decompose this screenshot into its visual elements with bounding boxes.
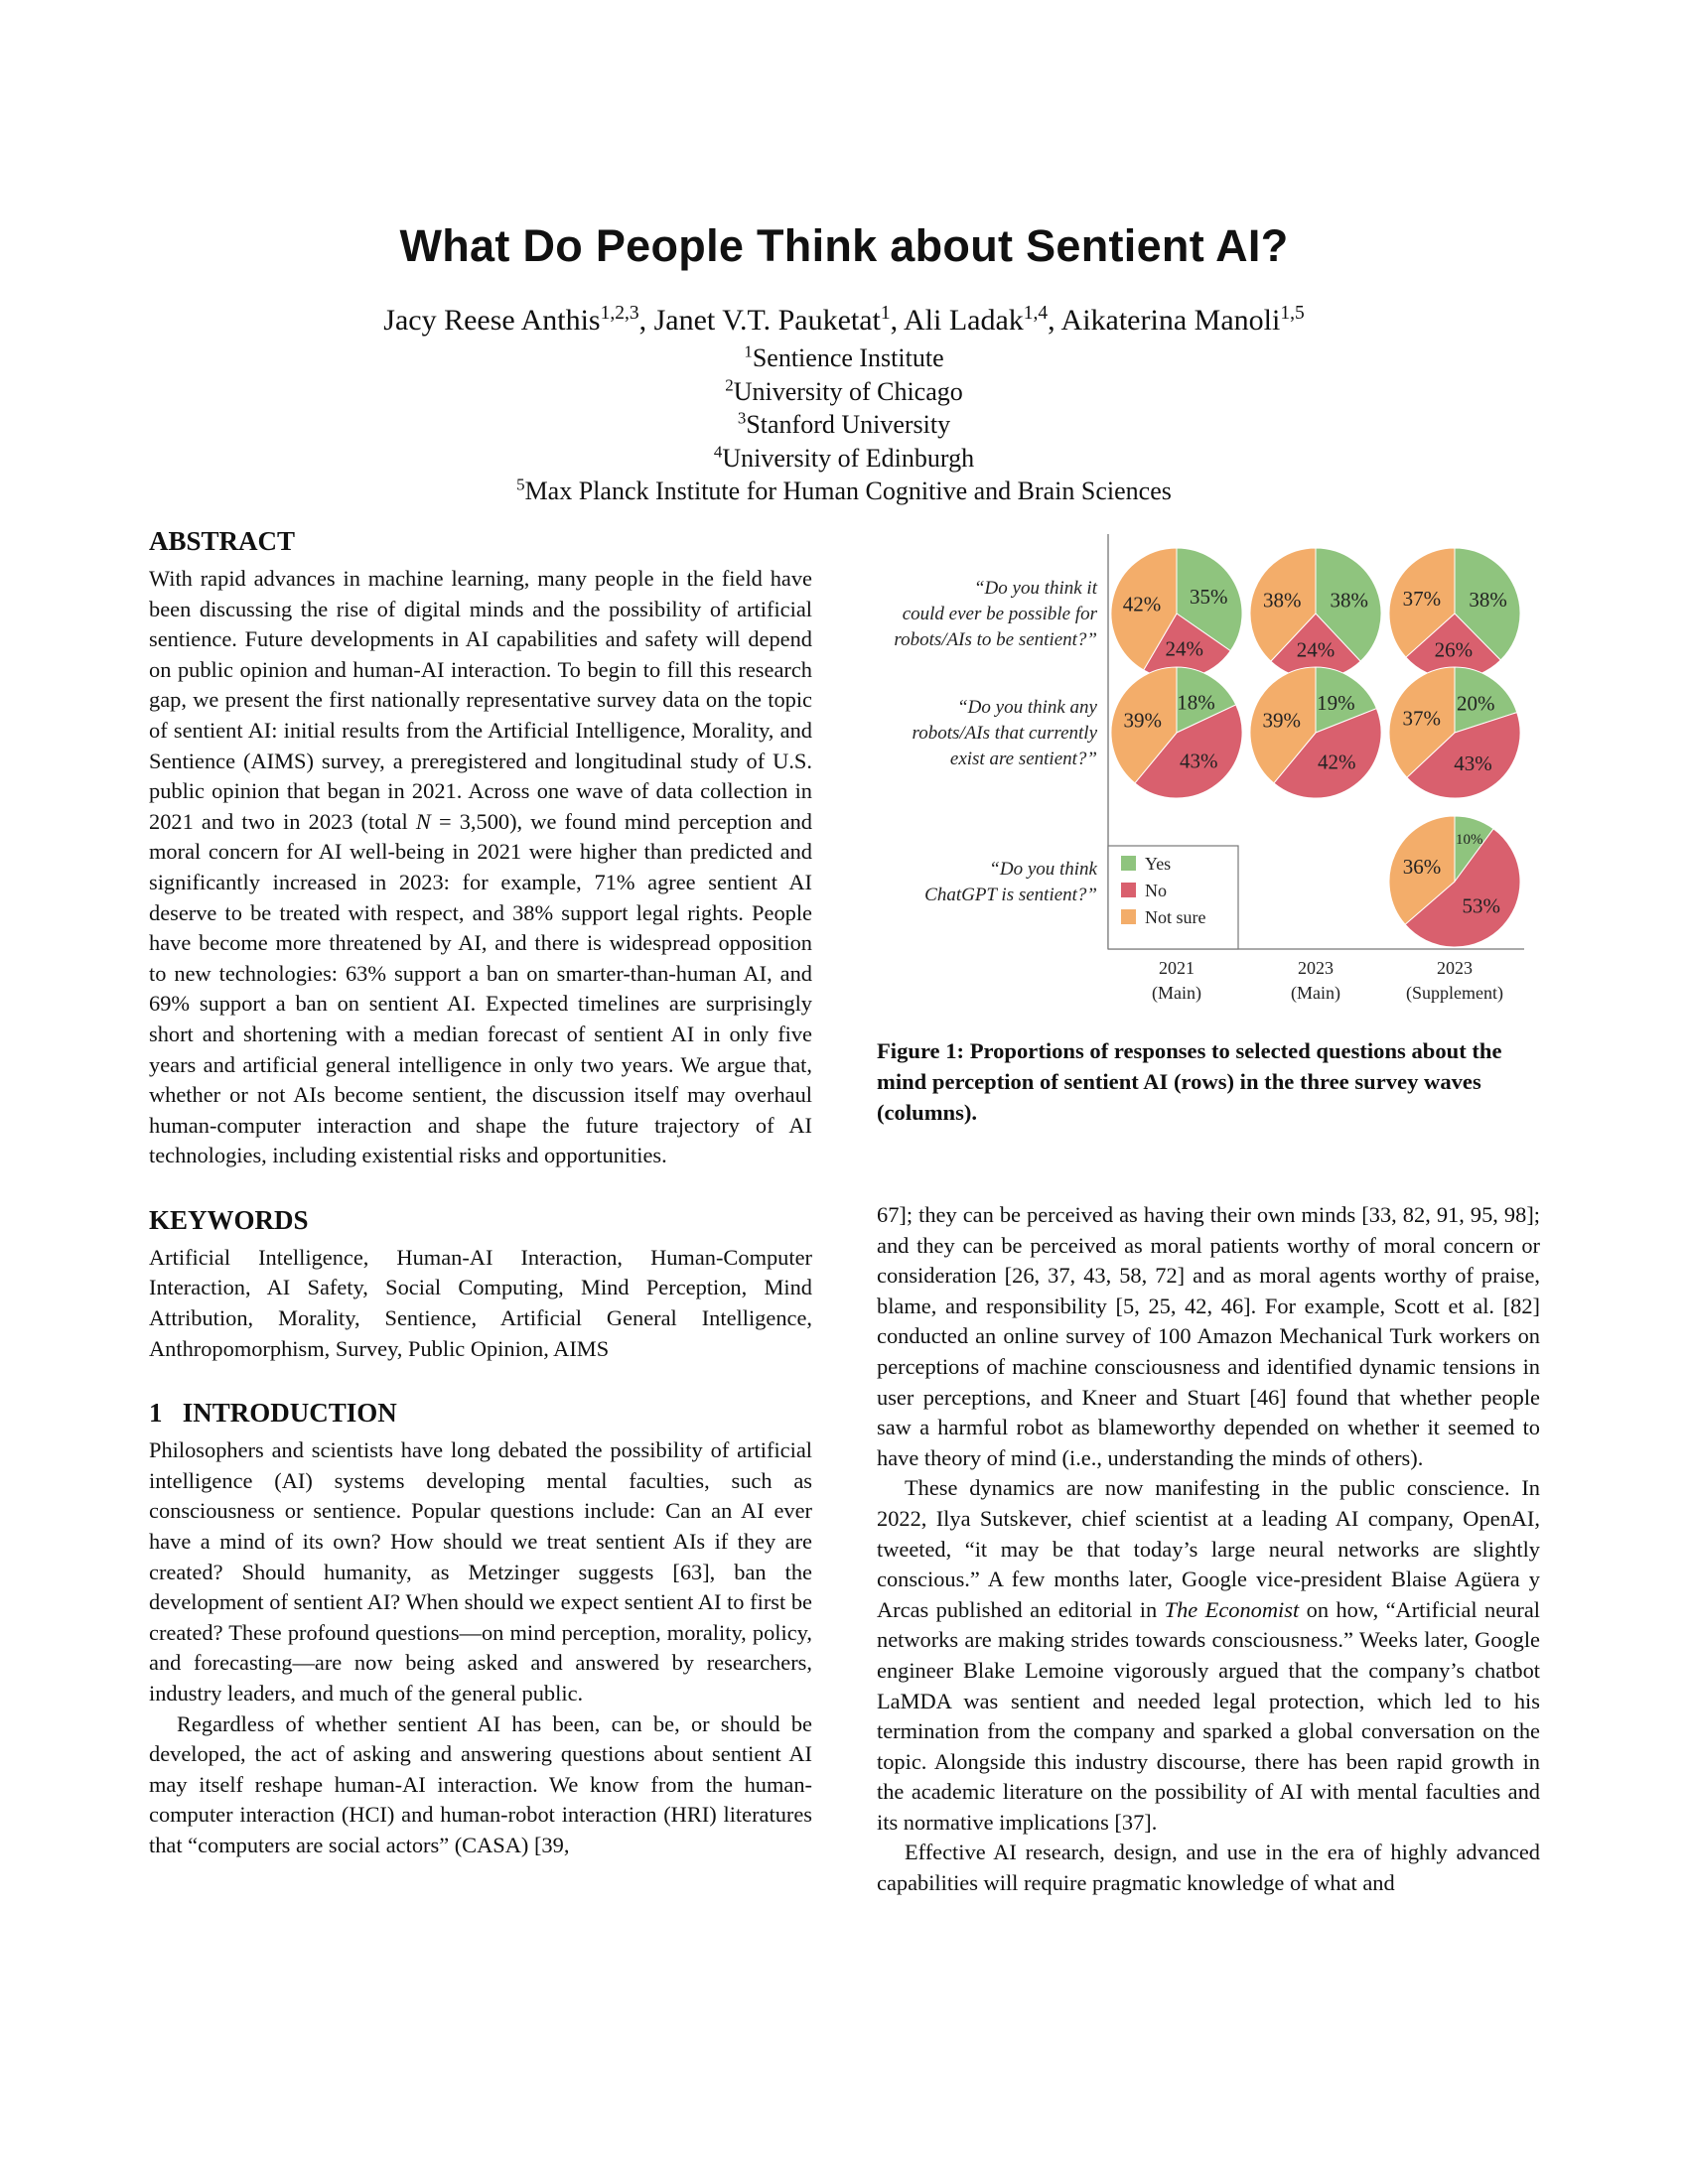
row-question-label: could ever be possible for (902, 604, 1097, 624)
pie-value-label: 19% (1317, 691, 1355, 715)
pie-value-label: 10% (1456, 831, 1483, 848)
keywords-heading: KEYWORDS (149, 1204, 309, 1235)
pie-value-label: 18% (1177, 690, 1215, 715)
legend-swatch (1121, 909, 1136, 924)
column-label: 2021 (1159, 958, 1195, 978)
pie-value-label: 39% (1123, 708, 1163, 733)
row-question-label: robots/AIs to be sentient?” (894, 629, 1097, 650)
affiliation: $^4$University of Edinburgh (713, 441, 975, 473)
legend-swatch (1121, 856, 1136, 871)
figure-1 (877, 534, 1540, 1011)
body-paragraph: 67]; they can be perceived as having their own minds [33, 82, 91, 95, 98]; and they can be perceived as moral patients worthy of moral concern or consideration [26, 37, 43, 58, 72] and as moral agents worthy of praise, blame, and responsibility [5, 25, 42, 46]. For example, Scott et al. [82] conducted an online survey of 100 Amazon Mechanical Turk workers on perceptions of machine consciousness and identified dynamic tensions in user perceptions, and Kneer and Stuart [46] found that whether people saw a harmful robot as blameworthy depended on whether it seemed to have theory of mind (i.e., understanding the minds of others). (877, 1202, 1540, 1470)
legend-label: Not sure (1145, 907, 1206, 927)
pie-value-label: 38% (1469, 588, 1507, 613)
pie-chart-grid (877, 534, 1540, 1011)
right-column (877, 1200, 1540, 1899)
author: Aikaterina Manoli$^{1,5}$ (1060, 303, 1305, 337)
legend-label: Yes (1145, 854, 1172, 874)
pie-value-label: 37% (1402, 706, 1441, 731)
pie-value-label: 42% (1122, 592, 1162, 616)
column-label: (Main) (1152, 983, 1201, 1003)
pie-value-label: 42% (1318, 750, 1356, 774)
pie-value-label: 37% (1402, 587, 1442, 612)
pie-value-label: 36% (1402, 854, 1442, 879)
pie-value-label: 20% (1457, 691, 1495, 716)
column-label: 2023 (1437, 958, 1473, 978)
affiliation: $^5$Max Planck Institute for Human Cognitive and Brain Sciences (516, 475, 1172, 505)
keywords-text: Artificial Intelligence, Human-AI Interaction, Human-Computer Interaction, AI Safety, Social Computing, Mind Perception, Mind Attribution, Morality, Sentience, Artificial General Intelligence, Anthropomorphism, Survey, Public Opinion, AIMS (149, 1244, 812, 1361)
pie-value-label: 24% (1296, 637, 1336, 662)
pie-value-label: 53% (1462, 893, 1500, 918)
pie-value-label: 39% (1262, 708, 1302, 733)
pie-value-label: 38% (1262, 588, 1302, 613)
body-paragraph: Effective AI research, design, and use in the era of highly advanced capabilities will require pragmatic knowledge of what and (877, 1840, 1540, 1896)
row-question-label: “Do you think (989, 859, 1097, 880)
legend-swatch (1121, 883, 1136, 897)
affiliation-list (0, 341, 1688, 508)
abstract-heading: ABSTRACT (149, 526, 296, 556)
paper-title: What Do People Think about Sentient AI? (399, 220, 1289, 271)
affiliation: $^2$University of Chicago (725, 374, 963, 406)
intro-paragraph: Regardless of whether sentient AI has been, can be, or should be developed, the act of asking and answering questions about sentient AI may itself reshape human-AI interaction. We know from the human-computer interaction (HCI) and human-robot interaction (HRI) literatures that “computers are social actors” (CASA) [39, (149, 1710, 812, 1857)
body-paragraph: These dynamics are now manifesting in the public conscience. In 2022, Ilya Sutskever, chief scientist at a leading AI company, OpenAI, tweeted, “it may be that today’s large neural networks are slightly conscious.” A few months later, Google vice-president Blaise Agüera y Arcas published an editorial in The Economist on how, “Artificial neural networks are making strides towards consciousness.” Weeks later, Google engineer Blake Lemoine vigorously argued that the company’s chatbot LaMDA was sentient and needed legal protection, which led to his termination from the company and sparked a global conversation on the topic. Alongside this industry discourse, there has been rapid growth in the academic literature on the possibility of AI with mental faculties and its normative implications [37]. (877, 1475, 1540, 1835)
figure-caption: Figure 1: Proportions of responses to selected questions about the mind perception of sentient AI (rows) in the three survey waves (columns). (877, 1038, 1502, 1125)
pie-value-label: 38% (1330, 588, 1369, 613)
row-question-label: ChatGPT is sentient?” (924, 885, 1097, 905)
column-label: (Supplement) (1406, 983, 1503, 1003)
left-column (149, 524, 812, 1861)
row-question-label: “Do you think any (957, 697, 1097, 718)
row-question-label: exist are sentient?” (949, 749, 1097, 769)
pie-value-label: 26% (1434, 637, 1474, 662)
row-question-label: “Do you think it (973, 578, 1097, 599)
legend-label: No (1145, 881, 1167, 900)
abstract-text: With rapid advances in machine learning, many people in the field have been discussing the rise of digital minds and the possibility of artificial sentience. Future developments in AI capabilities and safety will depend on public opinion and human-AI interaction. To begin to fill this research gap, we present the first nationally representative survey data on the topic of sentient AI: initial results from the Artificial Intelligence, Morality, and Sentience (AIMS) survey, a preregistered and longitudinal study of U.S. public opinion that began in 2021. Across one wave of data collection in 2021 and two in 2023 (total N = 3,500), we found mind perception and moral concern for AI well-being in 2021 were higher than predicted and significantly increased in 2023: for example, 71% agree sentient AI deserve to be treated with respect, and 38% support legal rights. People have become more threatened by AI, and there is widespread opposition to new technologies: 63% support a ban on smarter-than-human AI, and 69% support a ban on sentient AI. Expected timelines are surprisingly short and shortening with a median forecast of sentient AI in only five years and artificial general intelligence in only two years. We argue that, whether or not AIs become sentient, the discussion itself may overhaul human-computer interaction and shape the future trajectory of AI technologies, including existential risks and opportunities. (149, 566, 812, 1168)
author: Ali Ladak$^{1,4}$, (904, 303, 1061, 337)
intro-heading: 1 INTRODUCTION (149, 1398, 397, 1429)
author: Jacy Reese Anthis$^{1,2,3}$, (383, 303, 654, 337)
affiliation: $^3$Stanford University (737, 408, 951, 439)
pie-value-label: 35% (1189, 585, 1228, 610)
affiliation: $^1$Sentience Institute (744, 341, 944, 372)
pie-value-label: 24% (1165, 636, 1204, 661)
pie-value-label: 43% (1179, 749, 1218, 773)
intro-paragraph: Philosophers and scientists have long debated the possibility of artificial intelligence (AI) systems developing mental faculties, such as consciousness or sentience. Popular questions include: Can an AI ever have a mind of its own? How should we treat sentient AIs if they are created? Should humanity, as Metzinger suggests [63], ban the development of sentient AI? When should we expect sentient AI to first be created? These profound questions—on mind perception, morality, policy, and forecasting—are now being asked and answered by researchers, industry leaders, and much of the general public. (149, 1437, 812, 1706)
row-question-label: robots/AIs that currently (912, 723, 1097, 744)
pie-value-label: 43% (1454, 751, 1492, 776)
author-list (0, 304, 1688, 338)
author: Janet V.T. Pauketat$^1$, (653, 303, 904, 337)
column-label: (Main) (1291, 983, 1340, 1003)
column-label: 2023 (1298, 958, 1334, 978)
